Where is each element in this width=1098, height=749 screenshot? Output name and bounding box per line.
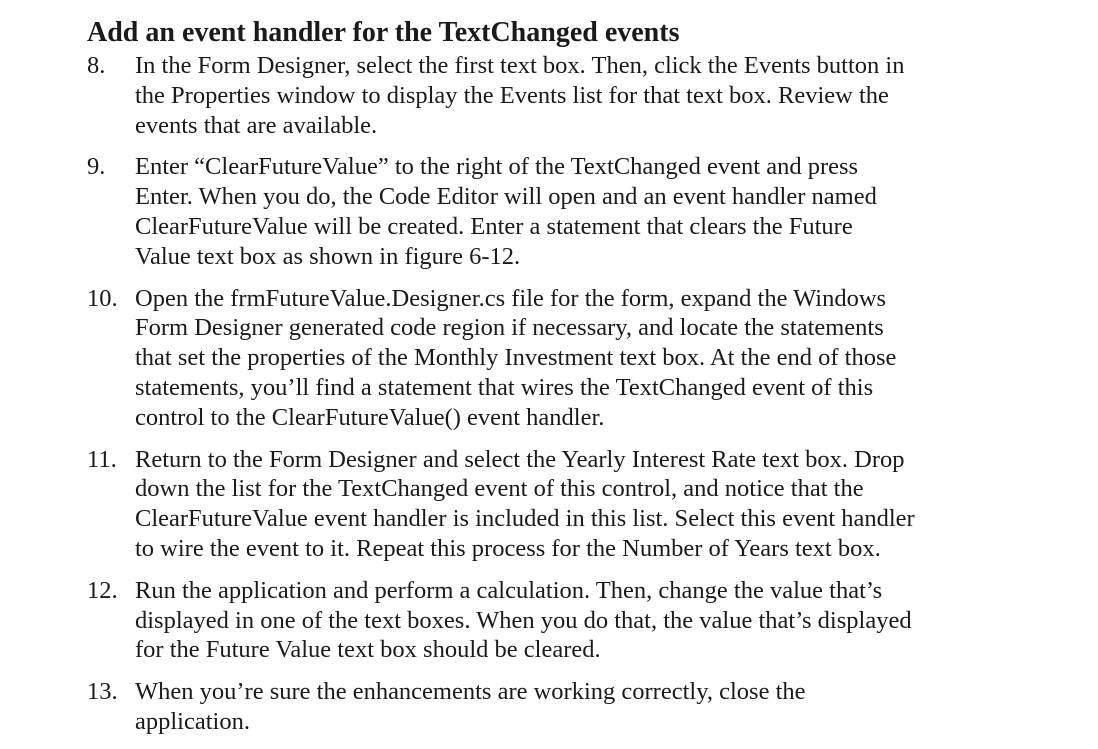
step-10 — [87, 284, 967, 433]
step-text-line: events that are available. — [135, 111, 378, 139]
step-text-line: statements, you’ll find a statement that wires the TextChanged event of this — [135, 373, 874, 401]
step-text-line: application. — [135, 707, 250, 735]
step-number: 12. — [87, 576, 118, 604]
step-text-line: the Properties window to display the Events list for that text box. Review the — [135, 81, 889, 109]
step-text-line: Open the frmFutureValue.Designer.cs file for the form, expand the Windows — [135, 284, 887, 312]
step-text-line: ClearFutureValue will be created. Enter a statement that clears the Future — [135, 212, 853, 240]
step-text-line: control to the ClearFutureValue() event handler. — [135, 403, 605, 431]
step-number: 13. — [87, 678, 118, 706]
step-text-line: to wire the event to it. Repeat this process for the Number of Years text box. — [135, 534, 881, 562]
step-text-line: In the Form Designer, select the first text box. Then, click the Events button in — [135, 52, 905, 79]
step-text-line: Value text box as shown in figure 6-12. — [135, 242, 521, 270]
step-text-line: for the Future Value text box should be cleared. — [135, 636, 601, 664]
step-number: 9. — [87, 153, 106, 181]
step-text-line: Form Designer generated code region if necessary, and locate the statements — [135, 314, 884, 342]
step-number: 10. — [87, 284, 118, 312]
section-heading: Add an event handler for the TextChanged events — [87, 17, 680, 48]
step-13 — [87, 677, 967, 737]
step-text-line: that set the properties of the Monthly Investment text box. At the end of those — [135, 344, 897, 372]
step-number: 8. — [87, 52, 106, 79]
step-text-line: When you’re sure the enhancements are working correctly, close the — [135, 678, 806, 706]
step-text-line: Run the application and perform a calculation. Then, change the value that’s — [135, 576, 883, 604]
step-text-line: ClearFutureValue event handler is included in this list. Select this event handler — [135, 505, 915, 533]
step-12 — [87, 576, 967, 665]
step-text-line: down the list for the TextChanged event of this control, and notice that the — [135, 475, 864, 503]
step-number: 11. — [87, 445, 117, 473]
step-text-line: displayed in one of the text boxes. When you do that, the value that’s displayed — [135, 606, 912, 634]
step-8 — [87, 51, 967, 140]
step-text-line: Return to the Form Designer and select the Yearly Interest Rate text box. Drop — [135, 445, 905, 473]
step-text-line: Enter “ClearFutureValue” to the right of the TextChanged event and press — [135, 153, 859, 181]
step-9 — [87, 152, 967, 271]
step-text-line: Enter. When you do, the Code Editor will open and an event handler named — [135, 183, 877, 211]
instruction-page — [87, 16, 967, 749]
step-11 — [87, 445, 967, 564]
